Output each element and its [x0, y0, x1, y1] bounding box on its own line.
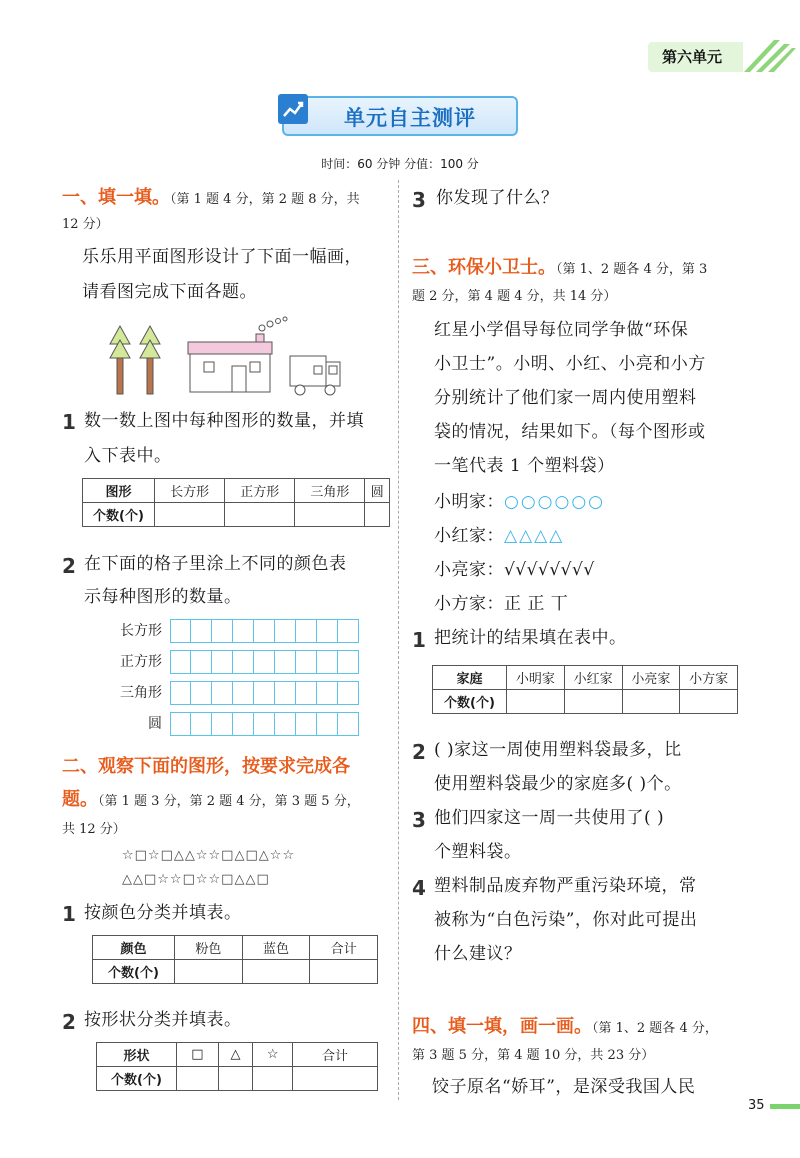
grid-label: 正方形	[120, 654, 162, 670]
section3-intro-line: 红星小学倡导每位同学争做“环保	[434, 320, 689, 340]
answer-cell[interactable]	[175, 960, 243, 984]
table-header: 正方形	[225, 479, 295, 503]
grid-cell[interactable]	[212, 712, 233, 736]
section3-intro-line: 一笔代表 1 个塑料袋）	[434, 456, 615, 476]
grid-cell[interactable]	[296, 681, 317, 705]
section3-note-b: 题 2 分，第 4 题 4 分，共 14 分）	[412, 289, 617, 304]
grid-cell[interactable]	[212, 681, 233, 705]
grid-cell[interactable]	[191, 619, 212, 643]
corner-stripes-icon	[736, 34, 796, 74]
section1-heading-block	[62, 183, 392, 209]
family-xiaoming	[434, 485, 605, 519]
section3-heading: 三、环保小卫士。	[412, 257, 556, 278]
row-label: 个数(个)	[97, 1067, 177, 1091]
grid-cell[interactable]	[233, 619, 254, 643]
grid-cell[interactable]	[317, 712, 338, 736]
s1-q1-text-2: 入下表中。	[84, 446, 172, 466]
table-header: 长方形	[155, 479, 225, 503]
grid-cell[interactable]	[338, 650, 359, 674]
answer-cell[interactable]	[622, 690, 680, 714]
section4-intro: 饺子原名“娇耳”，是深受我国人民	[432, 1077, 696, 1097]
exam-meta: 时间：60 分钟 分值：100 分	[321, 157, 479, 171]
answer-cell[interactable]	[242, 960, 310, 984]
s1-q1-text-1: 数一数上图中每种图形的数量，并填	[84, 411, 364, 431]
grid-row	[102, 681, 359, 705]
table-header: 三角形	[295, 479, 365, 503]
s2-q1-text: 按颜色分类并填表。	[84, 903, 242, 923]
grid-cell[interactable]	[296, 712, 317, 736]
s3-q3-text-1: 他们四家这一周一共使用了( )	[434, 808, 665, 828]
section3-intro-line: 分别统计了他们家一周内使用塑料	[434, 388, 697, 408]
grid-label: 圆	[148, 716, 162, 732]
truck-icon	[290, 356, 340, 395]
grid-cell[interactable]	[275, 681, 296, 705]
answer-cell[interactable]	[310, 960, 378, 984]
check-marks: √√√√√√√√	[504, 560, 595, 580]
table-header: 家庭	[433, 666, 507, 690]
grid-cell[interactable]	[212, 650, 233, 674]
s3-q4-text-line: 塑料制品废弃物严重污染环境，常	[434, 876, 697, 896]
grid-row	[102, 650, 359, 674]
s3-q1-text: 把统计的结果填在表中。	[434, 628, 627, 648]
grid-cell[interactable]	[170, 712, 191, 736]
answer-cell[interactable]	[155, 503, 225, 527]
table-header: 粉色	[175, 936, 243, 960]
unit-tag: 第六单元	[648, 42, 743, 72]
grid-cell[interactable]	[296, 650, 317, 674]
table-header: 小红家	[564, 666, 622, 690]
color-count-table	[92, 935, 378, 984]
grid-cell[interactable]	[191, 650, 212, 674]
section3-note-a: （第 1、2 题各 4 分，第 3	[556, 262, 708, 277]
shape-picture	[100, 312, 360, 402]
s1-q1-number: 1	[62, 410, 76, 434]
s2-q1-number: 1	[62, 902, 76, 926]
tree-1-icon	[110, 326, 130, 394]
grid-cell[interactable]	[275, 650, 296, 674]
grid-cell[interactable]	[233, 712, 254, 736]
section1-heading: 一、填一填。	[62, 187, 170, 208]
grid-row	[102, 712, 359, 736]
shapes-row-2: △△□☆☆□☆☆□△△□	[122, 872, 270, 887]
grid-cell[interactable]	[254, 681, 275, 705]
grid-cell[interactable]	[296, 619, 317, 643]
family-label: 小亮家：	[434, 560, 504, 580]
family-label: 小明家：	[434, 492, 504, 512]
table-header: 小明家	[507, 666, 565, 690]
section1-note-b: 12 分）	[62, 217, 109, 232]
table-header: □	[177, 1043, 219, 1067]
plastic-bag-table	[432, 665, 738, 714]
grid-row	[102, 619, 359, 643]
s3-q1-number: 1	[412, 628, 426, 652]
grid-cell[interactable]	[254, 619, 275, 643]
section1-note-a: （第 1 题 4 分，第 2 题 8 分，共	[170, 192, 360, 207]
grid-cell[interactable]	[317, 681, 338, 705]
circle-marks: ○○○○○○	[504, 492, 606, 512]
grid-cell[interactable]	[338, 619, 359, 643]
row-label: 个数(个)	[433, 690, 507, 714]
page-title: 单元自主测评	[344, 106, 476, 130]
grid-label: 长方形	[120, 623, 162, 639]
grid-cell[interactable]	[191, 712, 212, 736]
section4-heading: 四、填一填，画一画。	[412, 1016, 592, 1037]
tally-marks: 正 正 丅	[504, 594, 569, 614]
grid-cell[interactable]	[317, 619, 338, 643]
answer-cell[interactable]	[177, 1067, 219, 1091]
s1-q2-text-1: 在下面的格子里涂上不同的颜色表	[84, 554, 347, 574]
grid-cell[interactable]	[275, 712, 296, 736]
row-label: 个数(个)	[93, 960, 175, 984]
shape-count-table	[82, 478, 390, 527]
grid-cell[interactable]	[317, 650, 338, 674]
family-label: 小方家：	[434, 594, 504, 614]
shapes-row-1: ☆□☆□△△☆☆□△□△☆☆	[122, 848, 296, 863]
section3-heading-block	[412, 253, 742, 279]
section1-intro-1: 乐乐用平面图形设计了下面一幅画，	[82, 247, 362, 267]
family-xiaoliang	[434, 553, 595, 587]
grid-cell[interactable]	[170, 650, 191, 674]
s3-q4-text-line: 什么建议？	[434, 944, 522, 964]
section2-heading-block	[62, 785, 392, 811]
table-header: 形状	[97, 1043, 177, 1067]
section3-intro-line: 小卫士”。小明、小红、小亮和小方	[434, 354, 706, 374]
house-icon	[188, 317, 287, 392]
row-label: 个数(个)	[83, 503, 155, 527]
table-header: 合计	[310, 936, 378, 960]
section2-heading-2: 题。	[62, 789, 98, 810]
s1-q2-text-2: 示每种图形的数量。	[84, 587, 242, 607]
table-header: 颜色	[93, 936, 175, 960]
table-header: 合计	[293, 1043, 378, 1067]
answer-cell[interactable]	[507, 690, 565, 714]
s2-q2-number: 2	[62, 1010, 76, 1034]
section3-intro-line: 袋的情况，结果如下。（每个图形或	[434, 422, 706, 442]
shape-type-table	[96, 1042, 378, 1091]
answer-cell[interactable]	[680, 690, 738, 714]
s3-q4-number: 4	[412, 876, 426, 900]
grid-cell[interactable]	[170, 681, 191, 705]
section2-heading-1: 二、观察下面的图形，按要求完成各	[62, 756, 350, 777]
table-header: △	[218, 1043, 253, 1067]
table-header: ☆	[253, 1043, 293, 1067]
section1-intro-2: 请看图完成下面各题。	[82, 282, 257, 302]
grid-label: 三角形	[120, 685, 162, 701]
family-xiaohong	[434, 519, 564, 553]
s3-q4-text-line: 被称为“白色污染”，你对此可提出	[434, 910, 698, 930]
grid-cell[interactable]	[233, 650, 254, 674]
s2-q2-text: 按形状分类并填表。	[84, 1010, 242, 1030]
table-header: 蓝色	[242, 936, 310, 960]
grid-cell[interactable]	[338, 681, 359, 705]
s3-q3-number: 3	[412, 808, 426, 832]
table-header: 小方家	[680, 666, 738, 690]
grid-cell[interactable]	[191, 681, 212, 705]
grid-cell[interactable]	[254, 650, 275, 674]
s2-q3-number: 3	[412, 188, 426, 212]
s3-q2-number: 2	[412, 740, 426, 764]
answer-cell[interactable]	[365, 503, 390, 527]
grid-cell[interactable]	[338, 712, 359, 736]
page-bar	[770, 1104, 800, 1109]
column-divider	[398, 180, 399, 1100]
family-label: 小红家：	[434, 526, 504, 546]
grid-cell[interactable]	[233, 681, 254, 705]
family-xiaofang	[434, 587, 568, 621]
page-number: 35	[748, 1098, 765, 1113]
triangle-marks: △△△△	[504, 526, 565, 546]
answer-cell[interactable]	[225, 503, 295, 527]
section4-note-a: （第 1、2 题各 4 分，	[592, 1021, 718, 1036]
section4-heading-block	[412, 1012, 752, 1038]
table-header: 图形	[83, 479, 155, 503]
s3-q3-text-2: 个塑料袋。	[434, 842, 522, 862]
answer-cell[interactable]	[295, 503, 365, 527]
grid-cell[interactable]	[212, 619, 233, 643]
s2-q3-text: 你发现了什么？	[436, 188, 559, 208]
s3-q2-text-2: 使用塑料袋最少的家庭多( )个。	[434, 774, 682, 794]
grid-cell[interactable]	[275, 619, 296, 643]
s1-q2-number: 2	[62, 554, 76, 578]
answer-cell[interactable]	[218, 1067, 253, 1091]
section2-note-b: 共 12 分）	[62, 822, 126, 837]
grid-cell[interactable]	[254, 712, 275, 736]
answer-cell[interactable]	[564, 690, 622, 714]
coloring-grid	[102, 619, 359, 736]
answer-cell[interactable]	[253, 1067, 293, 1091]
answer-cell[interactable]	[293, 1067, 378, 1091]
section2-note-a: （第 1 题 3 分，第 2 题 4 分，第 3 题 5 分，	[98, 794, 360, 809]
section4-note-b: 第 3 题 5 分，第 4 题 10 分，共 23 分）	[412, 1048, 655, 1063]
tree-2-icon	[140, 326, 160, 394]
table-header: 小亮家	[622, 666, 680, 690]
table-header: 圆	[365, 479, 390, 503]
s3-q2-text-1: ( )家这一周使用塑料袋最多，比	[434, 740, 682, 760]
grid-cell[interactable]	[170, 619, 191, 643]
